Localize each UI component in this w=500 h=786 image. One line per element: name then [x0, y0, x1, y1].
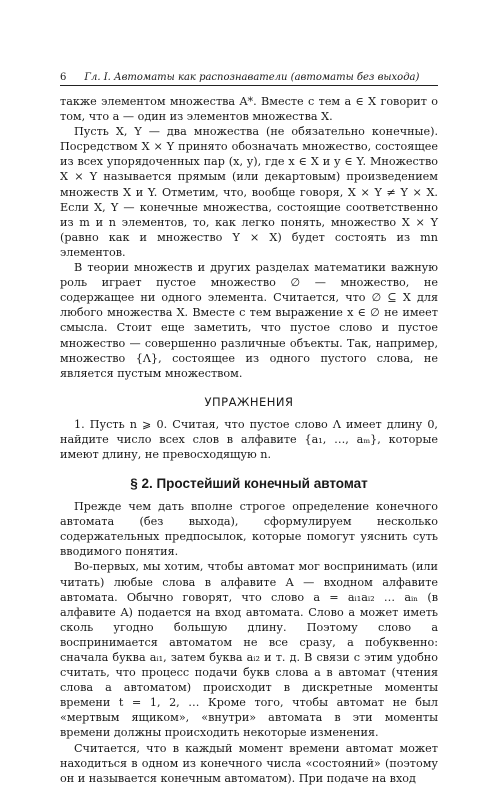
paragraph-continuation: также элементом множества A*. Вместе с тем a ∈ X говорит о том, что a — один из элементов множества X. — [60, 95, 438, 124]
exercise-item-1: 1. Пусть n ⩾ 0. Считая, что пустое слово Λ имеет длину 0, найдите число всех слов в алфавите {a₁, …, aₘ}, которые имеют длину, не превосходящую n. — [60, 417, 438, 461]
page-body — [60, 94, 438, 786]
section-heading: § 2. Простейший конечный автомат — [130, 476, 368, 492]
paragraph-empty-set: В теории множеств и других разделах математики важную роль играет пустое множество ∅ — множество, не содержащее ни одного элемента. Считается, что ∅ ⊆ X для любого множества X. Вместе с тем выражение x ∈ ∅ не имеет смысла. Стоит еще заметить, что пустое слово и пустое множество — совершенно различные объекты. Так, например, множество {Λ}, состоящее из одного пустого слова, не является пустым множеством. — [60, 261, 438, 380]
paragraph-intro: Прежде чем дать вполне строгое определение конечного автомата (без выхода), сформулируем несколько содержательных предпосылок, которые помогут уяснить суть вводимого понятия. — [60, 500, 438, 559]
page-number: 6 — [60, 72, 67, 83]
exercises-heading: УПРАЖНЕНИЯ — [204, 394, 294, 409]
paragraph-states: Считается, что в каждый момент времени автомат может находиться в одном из конечного числа «состояний» (поэтому он и называется конечным автоматом). При подаче на вход — [60, 741, 438, 785]
running-header — [60, 72, 438, 86]
paragraph-cartesian-product: Пусть X, Y — два множества (не обязательно конечные). Посредством X × Y принято обозначать множество, состоящее из всех упорядоченных пар (x, y), где x ∈ X и y ∈ Y. Множество X × Y называется прямым (или декартовым) произведением множеств X и Y. Отметим, что, вообще говоря, X × Y ≠ Y × X. Если X, Y — конечные множества, состоящие соответственно из m и n элементов, то, как легко понять, множество X × Y (равно как и множество Y × X) будет состоять из mn элементов. — [60, 125, 438, 259]
paragraph-input-words: Во-первых, мы хотим, чтобы автомат мог воспринимать (или читать) любые слова в алфавите A — входном алфавите автомата. Обычно говорят, что слово a = aᵢ₁aᵢ₂ … aᵢₙ (в алфавите A) подается на вход автомата. Слово a может иметь сколь угодно большую длину. Поэтому слово a воспринимается автоматом не все сразу, а побуквенно: сначала буква aᵢ₁, затем буква aᵢ₂ и т. д. В связи с этим удобно считать, что процесс подачи букв слова a в автомат (чтения слова a автоматом) происходит в дискретные моменты времени t = 1, 2, … Кроме того, чтобы автомат не был «мертвым ящиком», «внутри» автомата в эти моменты времени должны происходить некоторые изменения. — [60, 560, 438, 740]
running-title: Гл. I. Автоматы как распознаватели (автоматы без выхода) — [84, 72, 420, 83]
